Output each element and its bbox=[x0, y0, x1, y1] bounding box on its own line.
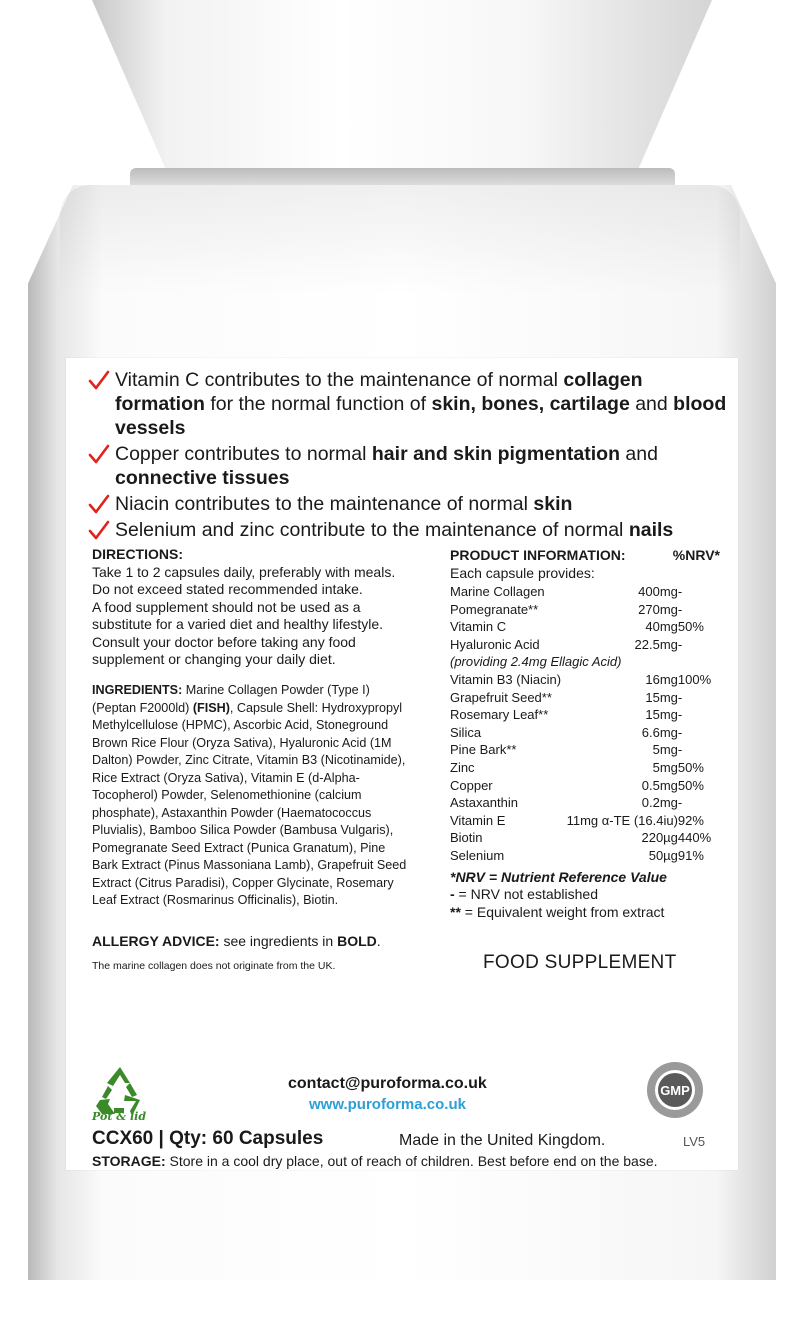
legend-equivalent-weight: ** = Equivalent weight from extract bbox=[450, 903, 665, 920]
food-supplement-label: FOOD SUPPLEMENT bbox=[483, 952, 677, 973]
gmp-seal-icon bbox=[645, 1060, 705, 1120]
ingredients-heading: INGREDIENTS: bbox=[92, 683, 183, 697]
claim-copper: Copper contributes to normal hair and skin pigmentation and connective tissues bbox=[88, 442, 728, 490]
table-row: Selenium 50µg 91% bbox=[450, 847, 704, 863]
bottle-lid bbox=[92, 0, 712, 185]
table-row: (providing 2.4mg Ellagic Acid) bbox=[450, 654, 622, 670]
made-in: Made in the United Kingdom. bbox=[399, 1132, 606, 1149]
table-row: Hyaluronic Acid 22.5mg - bbox=[450, 636, 683, 652]
health-claims bbox=[88, 368, 728, 544]
legend-not-established: - = NRV not established bbox=[450, 885, 599, 902]
table-row: Rosemary Leaf** 15mg - bbox=[450, 707, 683, 723]
claim-vitamin-c: Vitamin C contributes to the maintenance of normal collagen formation for the normal function of skin, bones, cartilage and blood vessels bbox=[88, 368, 728, 440]
directions-section bbox=[92, 546, 432, 669]
contact-email[interactable]: contact@puroforma.co.uk bbox=[288, 1075, 487, 1092]
table-row: Biotin 220µg 440% bbox=[450, 830, 712, 846]
storage-info: STORAGE: Store in a cool dry place, out of reach of children. Best before end on the base. bbox=[92, 1153, 658, 1169]
table-row: Vitamin C 40mg 50% bbox=[450, 619, 704, 635]
origin-note: The marine collagen does not originate from the UK. bbox=[92, 960, 336, 972]
directions-line: A food supplement should not be used as a bbox=[92, 598, 361, 615]
check-icon bbox=[88, 493, 110, 515]
product-information bbox=[450, 547, 720, 921]
table-row: Astaxanthin 0.2mg - bbox=[450, 795, 683, 811]
allergen-fish: (FISH) bbox=[192, 700, 230, 715]
website-link[interactable]: www.puroforma.co.uk bbox=[309, 1096, 466, 1113]
table-row: Vitamin B3 (Niacin) 16mg 100% bbox=[450, 671, 712, 687]
nrv-note: *NRV = Nutrient Reference Value bbox=[450, 868, 667, 885]
allergy-advice: ALLERGY ADVICE: see ingredients in BOLD. bbox=[92, 933, 381, 949]
directions-line: Consult your doctor before taking any food bbox=[92, 633, 356, 650]
directions-line: Do not exceed stated recommended intake. bbox=[92, 581, 363, 597]
table-row: Pomegranate** 270mg - bbox=[450, 601, 683, 617]
nutrient-table bbox=[450, 583, 712, 865]
product-info-header: PRODUCT INFORMATION: %NRV* bbox=[450, 547, 720, 563]
table-row: Silica 6.6mg - bbox=[450, 724, 683, 740]
directions-line: supplement or changing your daily diet. bbox=[92, 651, 336, 667]
lot-code: LV5 bbox=[683, 1134, 706, 1149]
table-row: Vitamin E 11mg α-TE (16.4iu) 92% bbox=[450, 812, 704, 828]
table-row: Copper 0.5mg 50% bbox=[450, 777, 704, 793]
directions-heading: DIRECTIONS: bbox=[92, 546, 183, 562]
bottle-shoulder bbox=[60, 185, 740, 295]
table-row: Zinc 5mg 50% bbox=[450, 759, 704, 775]
directions-line: substitute for a varied diet and healthy lifestyle. bbox=[92, 616, 384, 632]
table-row: Marine Collagen 400mg - bbox=[450, 584, 683, 599]
claim-selenium-zinc: Selenium and zinc contribute to the maintenance of normal nails bbox=[88, 518, 728, 542]
recycle-label: Pot & lid bbox=[92, 1110, 147, 1123]
directions-line: Take 1 to 2 capsules daily, preferably with meals. bbox=[92, 563, 396, 580]
check-icon bbox=[88, 443, 110, 465]
product-info-subheading: Each capsule provides: bbox=[450, 565, 595, 581]
check-icon bbox=[88, 369, 110, 391]
ingredients-section: INGREDIENTS: Marine Collagen Powder (Type I) (Peptan F2000ld) (FISH), Capsule Shell: Hydroxypropyl Methylcellulose (HPMC), Ascorbic Acid, Stoneground Brown Rice Flour (Oryza Sativa), Hyaluronic Acid (1M Dalton) Powder, Zinc Citrate, Vitamin B3 (Nicotinamide), Rice Extract (Oryza Sativa), Vitamin E (d-Alpha-Tocopherol) Powder, Selenomethionine (calcium phosphate), Astaxanthin Powder (Haematococcus Pluvialis), Bamboo Silica Powder (Bambusa Vulgaris), Pomegranate Seed Extract (Punica Granatum), Pine Bark Extract (Pinus Massoniana Lamb), Grapefruit Seed Extract (Citrus Paradisi), Copper Glycinate, Rosemary Leaf Extract (Rosmarinus Officinalis), Biotin. bbox=[92, 683, 407, 907]
svg-text:GMP: GMP bbox=[660, 1083, 690, 1098]
claim-niacin: Niacin contributes to the maintenance of normal skin bbox=[88, 492, 728, 516]
product-code: CCX60 | Qty: 60 Capsules bbox=[92, 1128, 324, 1149]
table-row: Grapefruit Seed** 15mg - bbox=[450, 689, 683, 705]
table-row: Pine Bark** 5mg - bbox=[450, 742, 683, 758]
check-icon bbox=[88, 519, 110, 541]
